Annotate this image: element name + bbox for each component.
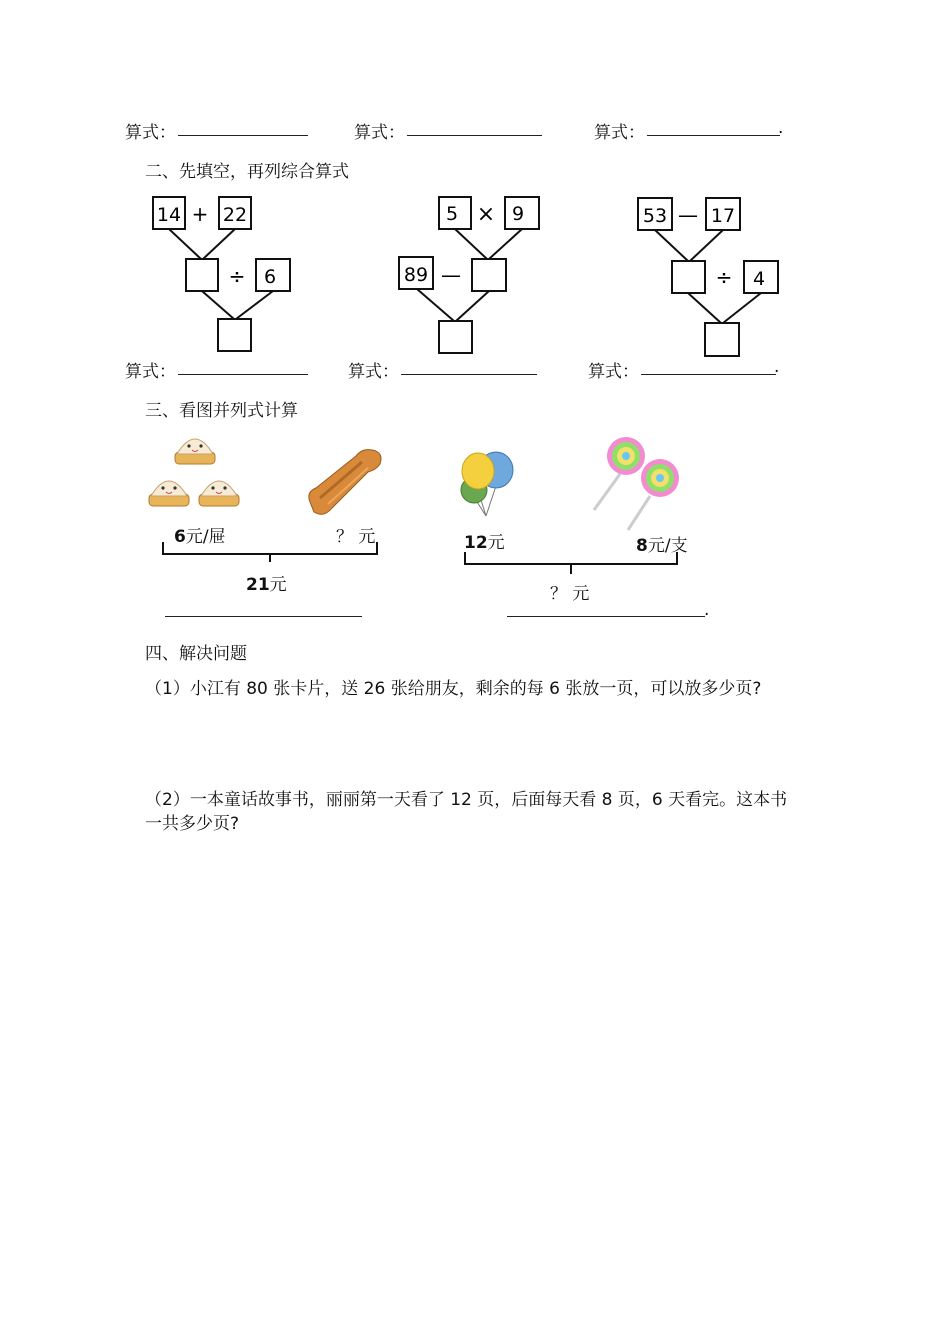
- lollipops-illustration: [590, 434, 685, 534]
- tree-2-box-b: 9: [511, 203, 525, 225]
- tree-3-blank[interactable]: [672, 261, 705, 293]
- bun-icon: [175, 439, 215, 464]
- bun-icon: [149, 481, 189, 506]
- bun-price: 6元/屉: [174, 527, 226, 547]
- lollipop-icon: [641, 459, 679, 497]
- formula-label: 算式：: [125, 123, 176, 143]
- tree-3-box-b: 17: [710, 205, 736, 227]
- calc-tree-3: [636, 195, 786, 360]
- fried-dough-stick-illustration: [302, 442, 392, 522]
- tree-1-box-b: 22: [222, 204, 248, 226]
- section-4-title: 四、解决问题: [145, 644, 247, 664]
- tree-1-result[interactable]: [218, 319, 251, 351]
- period: .: [704, 600, 710, 620]
- balloons-illustration: [454, 450, 524, 528]
- tree-2-result[interactable]: [439, 321, 472, 353]
- question-1: （1）小江有 80 张卡片，送 26 张给朋友，剩余的每 6 张放一页，可以放多少页?: [145, 679, 762, 699]
- tree-1-op2: ÷: [228, 264, 246, 288]
- tree-3-result[interactable]: [705, 323, 739, 356]
- period: .: [774, 357, 780, 377]
- answer-line[interactable]: [401, 374, 537, 375]
- tree-1-blank[interactable]: [186, 259, 218, 291]
- formula-label: 算式：: [354, 123, 405, 143]
- formula-label: 算式：: [125, 362, 176, 382]
- calc-tree-1: [150, 195, 300, 355]
- tree-2-box-a: 5: [445, 203, 459, 225]
- bun-icon: [199, 481, 239, 506]
- answer-line[interactable]: [647, 135, 780, 136]
- steamed-buns-illustration: [145, 428, 255, 518]
- balloon-price: 12元: [464, 533, 505, 553]
- fritter-price-unknown: ？ 元: [336, 527, 376, 547]
- answer-line[interactable]: [507, 616, 705, 617]
- tree-1-box-c: 6: [263, 266, 277, 288]
- section-2-title: 二、先填空，再列综合算式: [145, 162, 349, 182]
- calc-tree-2: [397, 195, 547, 355]
- lollipop-price: 8元/支: [636, 536, 688, 556]
- formula-label: 算式：: [594, 123, 645, 143]
- tree-1-op1: +: [191, 202, 209, 226]
- tree-2-box-c: 89: [403, 264, 429, 286]
- section-3-title: 三、看图并列式计算: [145, 401, 298, 421]
- question-2-line-1: （2）一本童话故事书，丽丽第一天看了 12 页，后面每天看 8 页，6 天看完。这本书: [145, 790, 788, 810]
- formula-label: 算式：: [588, 362, 639, 382]
- right-brace: [462, 550, 682, 576]
- left-brace: [160, 540, 382, 564]
- balloon-icon: [462, 453, 494, 489]
- total-unknown: ？ 元: [550, 584, 590, 604]
- answer-line[interactable]: [178, 374, 308, 375]
- answer-line[interactable]: [641, 374, 776, 375]
- period: .: [778, 118, 784, 138]
- tree-1-box-a: 14: [156, 204, 182, 226]
- total-price: 21元: [246, 575, 287, 595]
- answer-line[interactable]: [178, 135, 308, 136]
- formula-label: 算式：: [348, 362, 399, 382]
- answer-line[interactable]: [165, 616, 362, 617]
- answer-line[interactable]: [407, 135, 542, 136]
- tree-3-op1: —: [678, 203, 698, 227]
- tree-3-op2: ÷: [715, 265, 733, 289]
- lollipop-icon: [607, 437, 645, 475]
- tree-2-op2: —: [441, 263, 461, 287]
- tree-3-box-c: 4: [752, 268, 766, 290]
- tree-2-op1: ×: [476, 202, 496, 227]
- tree-2-blank[interactable]: [472, 259, 506, 291]
- question-2-line-2: 一共多少页?: [145, 814, 240, 834]
- tree-3-box-a: 53: [642, 205, 668, 227]
